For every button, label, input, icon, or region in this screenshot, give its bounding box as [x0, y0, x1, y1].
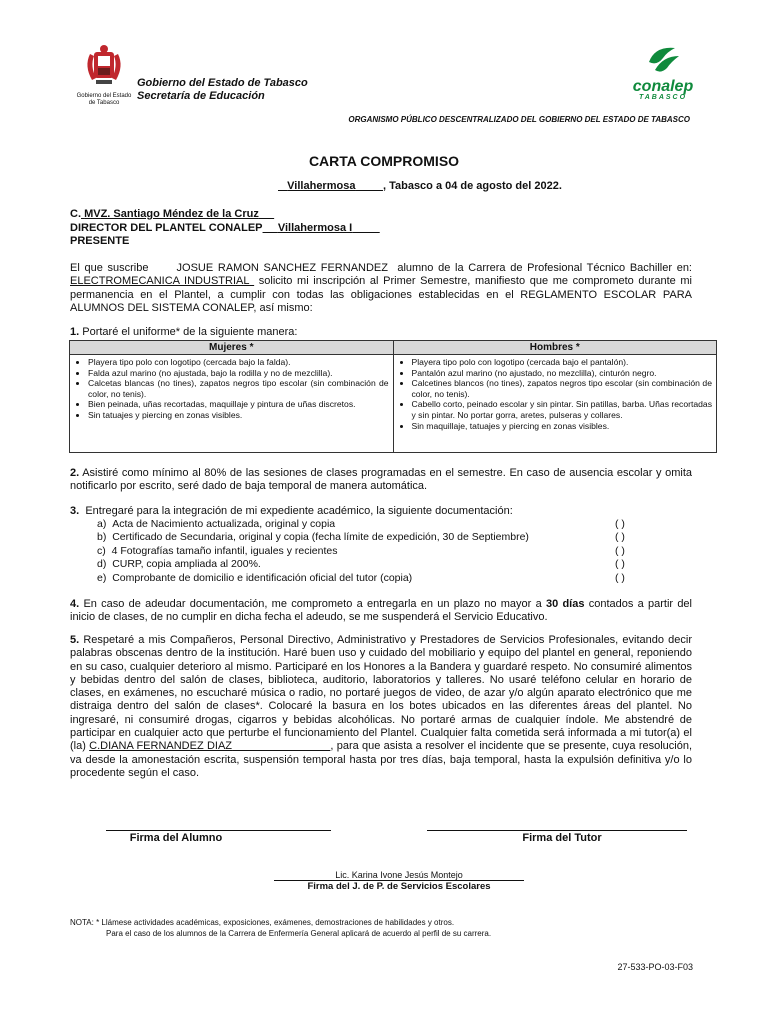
uniform-table: [69, 340, 717, 453]
footnote-line-2: Para el caso de los alumnos de la Carrera de Enfermería General aplicará de acuerdo al perfil de su carrera.: [106, 928, 492, 938]
men-cell: [393, 355, 717, 453]
list-item: d) CURP, copia ampliada al 200%. ( ): [97, 558, 625, 571]
item-1-heading: 1. Portaré el uniforme* de la siguiente manera:: [70, 326, 298, 338]
checkbox-placeholder: ( ): [615, 544, 625, 557]
date-line: [278, 180, 562, 192]
addressee-block: [70, 208, 380, 249]
presente-label: PRESENTE: [70, 235, 130, 247]
item-2: 2. Asistiré como mínimo al 80% de las sesiones de clases programadas en el semestre. En caso de ausencia escolar y omita notificarlo por escrito, seré dado de baja temporal de manera automática.: [70, 467, 692, 493]
list-item: e) Comprobante de domicilio e identificación oficial del tutor (copia) ( ): [97, 571, 625, 584]
item-5: 5. Respetaré a mis Compañeros, Personal Directivo, Administrativo y Prestadores de Servicios Profesionales, evitando decir palabras obscenas dentro de la institución. Haré buen uso y cuidado del mobiliario y equipo del plantel en general, reponiendo en su caso, cualquier deterioro al mismo. Participaré en los Honores a la Bandera y guardaré respeto. No consumiré alimentos y bebidas dentro del salón de clases, biblioteca, auditorio, laboratorios y talleres. No usaré teléfono celular en horario de clases, en exámenes, no escucharé música o radio, no portaré juegos de video, de azar y/o algún aparato electrónico que me distraiga dentro del salón de clases*. Colocaré la basura en los botes ubicados en las diferentes áreas del plantel. No ingresaré, ni consumiré drogas, cigarros y bebidas alcohólicas. No portaré armas de cualquier índole. Me abstendré de participar en cualquier acto que perturbe el funcionamiento del Plantel. Cualquier falta cometida será informada a mi tutor(a) el (la) C.DIANA FERNANDEZ DIAZ , para que asista a resolver el incidente que se presente, cuya resolución, va desde la amonestación escrita, suspensión temporal hasta por tres días, baja temporal, hasta la expulsión definitiva y/o lo procedente según el caso.: [70, 634, 693, 779]
checkbox-placeholder: ( ): [615, 518, 625, 530]
list-item: • Pantalón azul marino (no ajustado, no mezclilla), cinturón negro.: [412, 368, 713, 379]
student-signature-line: [106, 830, 331, 831]
tutor-signature-label: Firma del Tutor: [522, 832, 602, 844]
official-name: Lic. Karina Ivone Jesús Montejo: [335, 870, 463, 880]
official-role: Firma del J. de P. de Servicios Escolares: [307, 881, 491, 892]
conalep-subtitle: TABASCO: [638, 94, 688, 101]
list-item: c) 4 Fotografías tamaño infantil, iguales y recientes ( ): [97, 544, 625, 557]
footnote: [70, 918, 491, 939]
checkbox-placeholder: ( ): [615, 571, 625, 584]
addressee-position-line: DIRECTOR DEL PLANTEL CONALEP Villahermosa I: [70, 221, 353, 234]
checkbox-placeholder: ( ): [615, 558, 625, 571]
intro-paragraph: El que suscribe JOSUE RAMON SANCHEZ FERNANDEZ alumno de la Carrera de Profesional Técnico Bachiller en: ELECTROMECANICA INDUSTRIAL solicito mi inscripción al Primer Semestre, manifiesto que me comprometo durante mi permanencia en el Plantel, a cumplir con todas las obligaciones establecidas en el REGLAMENTO ESCOLAR PARA ALUMNOS DEL SISTEMA CONALEP, así mismo:: [70, 262, 692, 314]
student-signature-label: Firma del Alumno: [129, 832, 223, 844]
footnote-line-1: NOTA: * Llámese actividades académicas, exposiciones, exámenes, demostraciones de habilidades y otros.: [70, 918, 455, 927]
list-item: • Playera tipo polo con logotipo (cercada bajo el pantalón).: [412, 357, 713, 368]
student-name: JOSUE RAMON SANCHEZ FERNANDEZ: [176, 262, 388, 274]
conalep-name: conalep: [632, 78, 694, 95]
document-title: CARTA COMPROMISO: [308, 153, 460, 169]
career-name: ELECTROMECANICA INDUSTRIAL: [70, 275, 250, 288]
list-item: b) Certificado de Secundaria, original y copia (fecha límite de expedición, 30 de Septiembre) ( ): [97, 531, 625, 544]
gov-line-1: Gobierno del Estado de Tabasco: [137, 77, 308, 89]
item-4: 4. En caso de adeudar documentación, me comprometo a entregarla en un plazo no mayor a 30 días contados a partir del inicio de clases, de no cumplir en dicha fecha el adeudo, se me suspenderá el Servicio Educativo.: [70, 598, 692, 624]
date-rest: , Tabasco a 04 de agosto del 2022.: [382, 180, 562, 192]
organism-label: ORGANISMO PÚBLICO DESCENTRALIZADO DEL GOBIERNO DEL ESTADO DE TABASCO: [348, 115, 690, 124]
list-item: • Bien peinada, uñas recortadas, maquillaje y pintura de uñas discretos.: [88, 399, 389, 410]
col-men-header: Hombres *: [393, 341, 717, 355]
tutor-name: C.DIANA FERNANDEZ DIAZ: [89, 740, 233, 753]
list-item: • Playera tipo polo con logotipo (cercada bajo la falda).: [88, 357, 389, 368]
seal-caption: Gobierno del Estado de Tabasco: [76, 93, 132, 106]
tabasco-seal-logo: [76, 44, 132, 104]
list-item: • Sin tatuajes y piercing en zonas visibles.: [88, 410, 389, 421]
conalep-logo: [628, 44, 698, 102]
conalep-leaf-icon: [645, 44, 681, 74]
coat-of-arms-icon: [76, 44, 132, 88]
gov-line-2: Secretaría de Educación: [137, 89, 265, 102]
list-item: a) Acta de Nacimiento actualizada, original y copia ( ): [97, 518, 625, 530]
item-3-heading: 3. Entregaré para la integración de mi expediente académico, la siguiente documentación:: [70, 505, 513, 517]
list-item: • Calcetas blancas (no tines), zapatos negros tipo escolar (sin combinación de color, no tenis).: [88, 378, 389, 399]
documents-list: [97, 518, 657, 585]
government-header: [137, 77, 308, 102]
col-women-header: Mujeres *: [70, 341, 394, 355]
days-limit: 30 días: [545, 598, 585, 610]
list-item: • Falda azul marino (no ajustada, bajo la rodilla y no de mezclilla).: [88, 368, 389, 379]
list-item: • Sin maquillaje, tatuajes y piercing en zonas visibles.: [412, 421, 713, 432]
document-code: 27-533-PO-03-F03: [617, 962, 693, 972]
list-item: • Cabello corto, peinado escolar y sin pintar. Sin patillas, barba. Uñas recortadas y sin pintar. No portar gorra, aretes, pulseras y collares.: [412, 399, 713, 420]
list-item: • Calcetines blancos (no tines), zapatos negros tipo escolar (sin combinación de color, no tenis).: [412, 378, 713, 399]
women-cell: [70, 355, 394, 453]
checkbox-placeholder: ( ): [615, 531, 625, 544]
date-city: Villahermosa: [287, 180, 356, 192]
addressee-name-line: C. MVZ. Santiago Méndez de la Cruz: [70, 208, 259, 220]
tutor-signature-line: [427, 830, 687, 831]
